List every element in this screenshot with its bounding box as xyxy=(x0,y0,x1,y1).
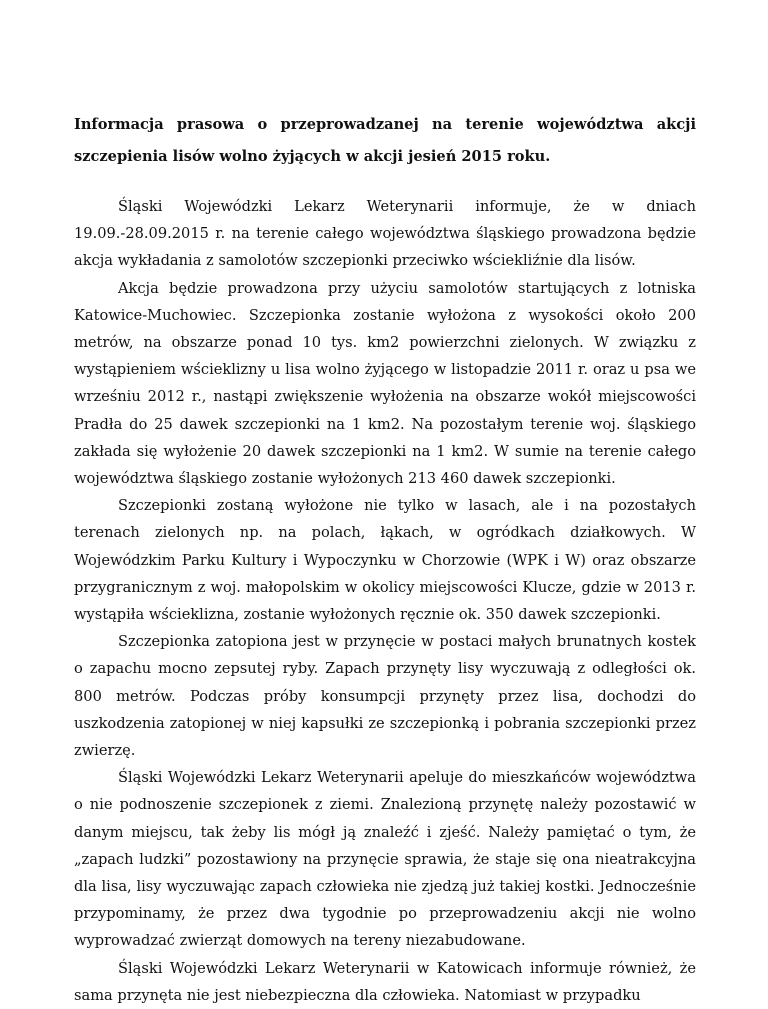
paragraph-2: Akcja będzie prowadzona przy użyciu samolotów startujących z lotniska Katowice-Muchowiec. Szczepionka zostanie wyłożona z wysokości około 200 metrów, na obszarze ponad 10 tys. km2 powierzchni zielonych. W związku z wystąpieniem wścieklizny u lisa wolno żyjącego w listopadzie 2011 r. oraz u psa we wrześniu 2012 r., nastąpi zwiększenie wyłożenia na obszarze wokół miejscowości Pradła do 25 dawek szczepionki na 1 km2. Na pozostałym terenie woj. śląskiego zakłada się wyłożenie 20 dawek szczepionki na 1 km2. W sumie na terenie całego województwa śląskiego zostanie wyłożonych 213 460 dawek szczepionki. xyxy=(74,279,696,488)
paragraph-6: Śląski Wojewódzki Lekarz Weterynarii w Katowicach informuje również, że sama przynęta nie jest niebezpieczna dla człowieka. Natomiast w przypadku xyxy=(74,959,696,1004)
document-page xyxy=(74,109,696,1009)
paragraph-1: Śląski Wojewódzki Lekarz Weterynarii informuje, że w dniach 19.09.-28.09.2015 r. na terenie całego województwa śląskiego prowadzona będzie akcja wykładania z samolotów szczepionki przeciwko wściekliźnie dla lisów. xyxy=(74,198,696,270)
paragraph-3: Szczepionki zostaną wyłożone nie tylko w lasach, ale i na pozostałych terenach zielonych np. na polach, łąkach, w ogródkach działkowych. W Wojewódzkim Parku Kultury i Wypoczynku w Chorzowie (WPK i W) oraz obszarze przygranicznym z woj. małopolskim w okolicy miejscowości Klucze, gdzie w 2013 r. wystąpiła wścieklizna, zostanie wyłożonych ręcznie ok. 350 dawek szczepionki. xyxy=(74,497,696,624)
document-title: Informacja prasowa o przeprowadzanej na terenie województwa akcji szczepienia lisów wolno żyjących w akcji jesień 2015 roku. xyxy=(74,116,696,165)
paragraph-5: Śląski Wojewódzki Lekarz Weterynarii apeluje do mieszkańców województwa o nie podnoszenie szczepionek z ziemi. Znalezioną przynętę należy pozostawić w danym miejscu, tak żeby lis mógł ją znaleźć i zjeść. Należy pamiętać o tym, że „zapach ludzki” pozostawiony na przynęcie sprawia, że staje się ona nieatrakcyjna dla lisa, lisy wyczuwając zapach człowieka nie zjedzą już takiej kostki. Jednocześnie przypominamy, że przez dwa tygodnie po przeprowadzeniu akcji nie wolno wyprowadzać zwierząt domowych na tereny niezabudowane. xyxy=(74,769,696,950)
paragraph-4: Szczepionka zatopiona jest w przynęcie w postaci małych brunatnych kostek o zapachu mocno zepsutej ryby. Zapach przynęty lisy wyczuwają z odległości ok. 800 metrów. Podczas próby konsumpcji przynęty przez lisa, dochodzi do uszkodzenia zatopionej w niej kapsułki ze szczepionką i pobrania szczepionki przez zwierzę. xyxy=(74,633,696,760)
